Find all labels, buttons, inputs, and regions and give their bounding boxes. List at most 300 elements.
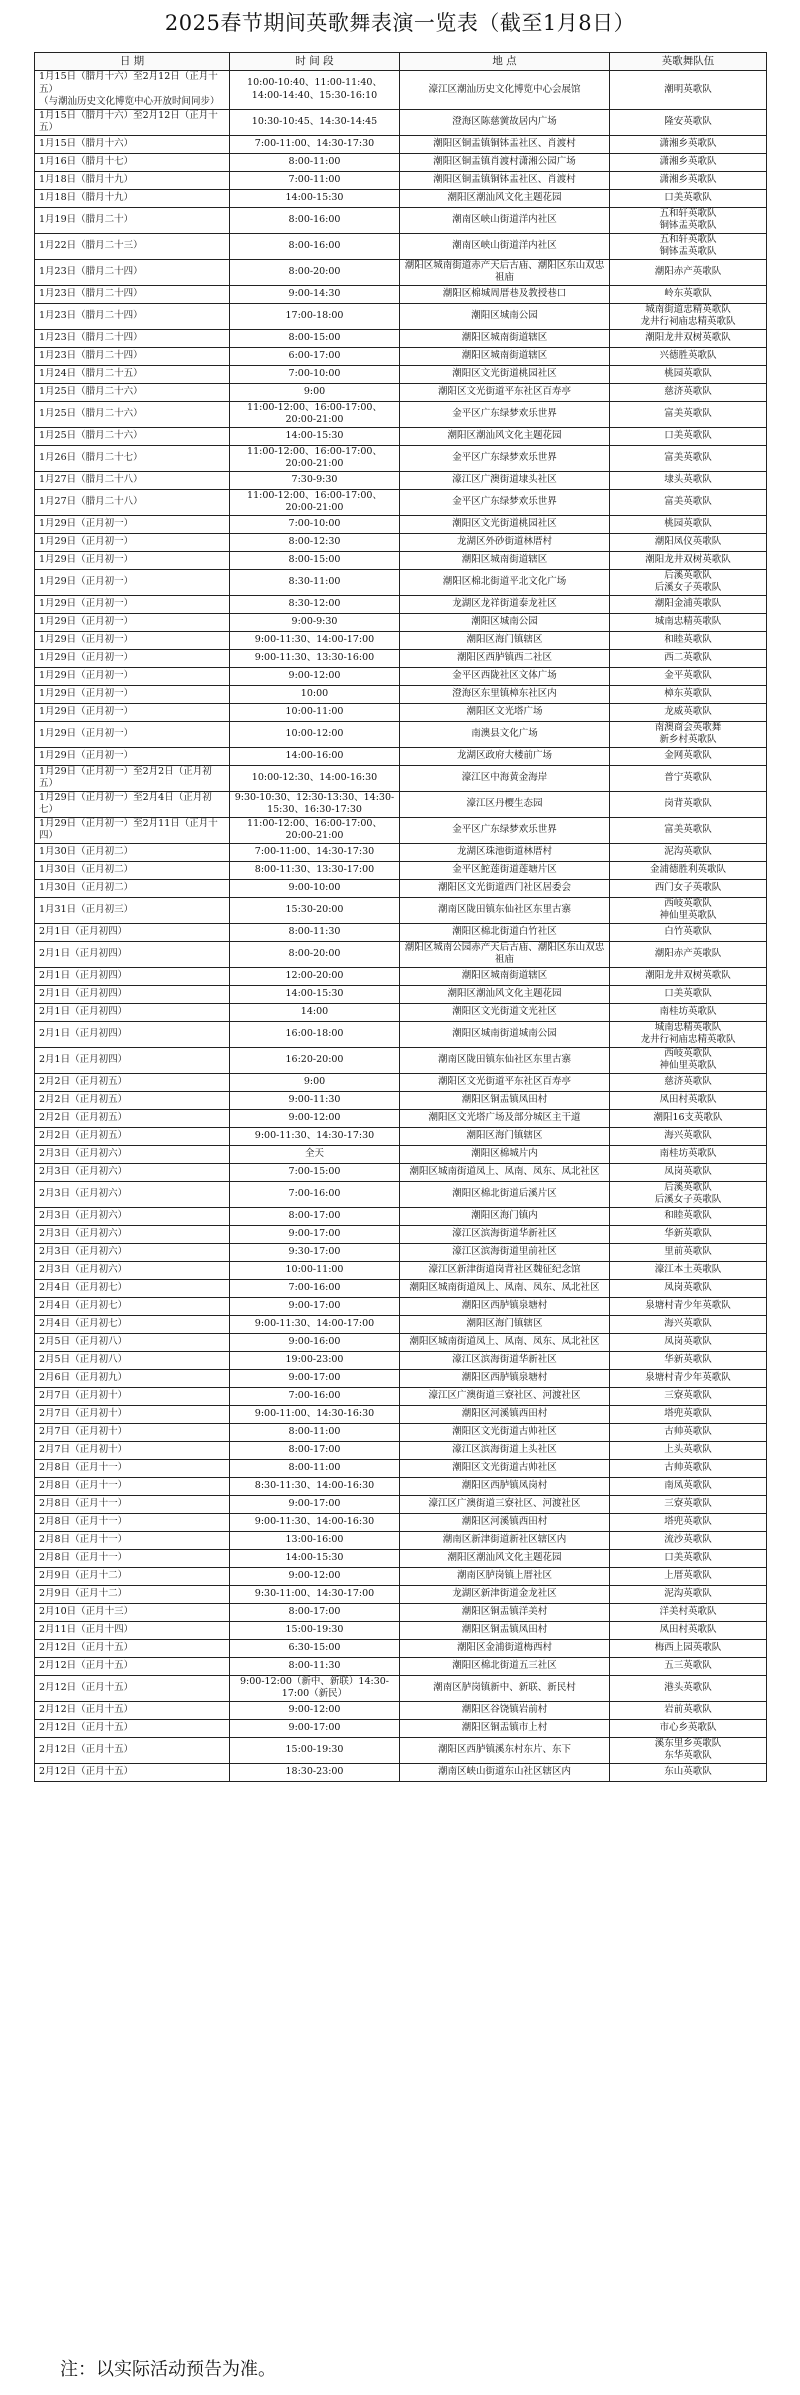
cell-team: 富美英歌队 bbox=[610, 445, 767, 471]
cell-team: 凤田村英歌队 bbox=[610, 1091, 767, 1109]
cell-time: 9:00-10:00 bbox=[230, 879, 400, 897]
cell-time: 9:00-11:30、14:00-17:00 bbox=[230, 631, 400, 649]
cell-time: 7:30-9:30 bbox=[230, 471, 400, 489]
cell-location: 潮阳区城南街道凤上、凤南、凤东、凤北社区 bbox=[400, 1333, 610, 1351]
table-row bbox=[35, 843, 767, 861]
table-row bbox=[35, 649, 767, 667]
cell-date: 2月10日（正月十三） bbox=[35, 1603, 230, 1621]
cell-location: 潮阳区城南街道赤产天后古庙、潮阳区东山双忠祖庙 bbox=[400, 259, 610, 285]
table-row bbox=[35, 1003, 767, 1021]
cell-location: 潮阳区城南街道辖区 bbox=[400, 329, 610, 347]
table-row bbox=[35, 765, 767, 791]
table-row bbox=[35, 329, 767, 347]
cell-time: 7:00-11:00 bbox=[230, 171, 400, 189]
cell-location: 潮南区峡山街道东山社区辖区内 bbox=[400, 1763, 610, 1781]
table-row bbox=[35, 595, 767, 613]
cell-date: 1月18日（腊月十九） bbox=[35, 189, 230, 207]
table-row bbox=[35, 1315, 767, 1333]
cell-team: 泥沟英歌队 bbox=[610, 1585, 767, 1603]
cell-location: 龙湖区龙祥街道泰龙社区 bbox=[400, 595, 610, 613]
cell-team: 潇湘乡英歌队 bbox=[610, 135, 767, 153]
cell-time: 8:00-11:30 bbox=[230, 923, 400, 941]
cell-date: 2月12日（正月十五） bbox=[35, 1701, 230, 1719]
cell-date: 1月29日（正月初一） bbox=[35, 721, 230, 747]
cell-team: 潮阳金浦英歌队 bbox=[610, 595, 767, 613]
cell-location: 濠江区中海黄金海岸 bbox=[400, 765, 610, 791]
cell-location: 潮阳区铜盂镇铜钵盂社区、肖渡村 bbox=[400, 171, 610, 189]
cell-time: 14:00-15:30 bbox=[230, 1549, 400, 1567]
header-time: 时 间 段 bbox=[230, 53, 400, 71]
cell-team: 富美英歌队 bbox=[610, 401, 767, 427]
cell-date: 2月4日（正月初七） bbox=[35, 1297, 230, 1315]
cell-location: 潮阳区城南公园 bbox=[400, 303, 610, 329]
cell-team: 泉塘村青少年英歌队 bbox=[610, 1297, 767, 1315]
cell-date: 2月4日（正月初七） bbox=[35, 1279, 230, 1297]
cell-team: 后溪英歌队 后溪女子英歌队 bbox=[610, 569, 767, 595]
cell-date: 1月26日（腊月二十七） bbox=[35, 445, 230, 471]
cell-location: 潮阳区城南街道辖区 bbox=[400, 551, 610, 569]
cell-time: 11:00-12:00、16:00-17:00、20:00-21:00 bbox=[230, 489, 400, 515]
table-row bbox=[35, 365, 767, 383]
cell-team: 潮阳龙井双树英歌队 bbox=[610, 967, 767, 985]
cell-date: 1月22日（腊月二十三） bbox=[35, 233, 230, 259]
table-row bbox=[35, 1021, 767, 1047]
cell-time: 11:00-12:00、16:00-17:00、20:00-21:00 bbox=[230, 445, 400, 471]
cell-location: 潮阳区西胪镇溪东村东片、东下 bbox=[400, 1737, 610, 1763]
cell-team: 和睦英歌队 bbox=[610, 1207, 767, 1225]
cell-team: 金网英歌队 bbox=[610, 747, 767, 765]
cell-time: 9:00-12:00 bbox=[230, 1567, 400, 1585]
cell-location: 潮阳区棉北街道白竹社区 bbox=[400, 923, 610, 941]
cell-time: 8:30-11:30、14:00-16:30 bbox=[230, 1477, 400, 1495]
cell-location: 潮阳区铜盂镇洋美村 bbox=[400, 1603, 610, 1621]
cell-date: 1月29日（正月初一） bbox=[35, 667, 230, 685]
cell-date: 2月5日（正月初八） bbox=[35, 1351, 230, 1369]
cell-date: 2月8日（正月十一） bbox=[35, 1549, 230, 1567]
cell-date: 2月11日（正月十四） bbox=[35, 1621, 230, 1639]
cell-time: 11:00-12:00、16:00-17:00、20:00-21:00 bbox=[230, 401, 400, 427]
cell-team: 潮阳龙井双树英歌队 bbox=[610, 329, 767, 347]
cell-team: 梅西上园英歌队 bbox=[610, 1639, 767, 1657]
cell-team: 口美英歌队 bbox=[610, 985, 767, 1003]
page-title: 2025春节期间英歌舞表演一览表（截至1月8日） bbox=[164, 11, 636, 35]
cell-team: 五和轩英歌队 铜钵盂英歌队 bbox=[610, 207, 767, 233]
cell-date: 1月29日（正月初一） bbox=[35, 613, 230, 631]
cell-team: 南澳商会英歌舞 新乡村英歌队 bbox=[610, 721, 767, 747]
cell-team: 金浦德胜利英歌队 bbox=[610, 861, 767, 879]
table-row bbox=[35, 1701, 767, 1719]
cell-date: 2月2日（正月初五） bbox=[35, 1109, 230, 1127]
cell-time: 8:00-12:30 bbox=[230, 533, 400, 551]
cell-time: 9:00-17:00 bbox=[230, 1369, 400, 1387]
table-row bbox=[35, 1127, 767, 1145]
table-row bbox=[35, 747, 767, 765]
cell-date: 2月3日（正月初六） bbox=[35, 1207, 230, 1225]
cell-date: 2月1日（正月初四） bbox=[35, 1003, 230, 1021]
cell-team: 城南忠精英歌队 bbox=[610, 613, 767, 631]
table-row bbox=[35, 207, 767, 233]
cell-date: 1月25日（腊月二十六） bbox=[35, 401, 230, 427]
table-row bbox=[35, 1719, 767, 1737]
cell-location: 金平区西陇社区文体广场 bbox=[400, 667, 610, 685]
cell-location: 濠江区滨海街道里前社区 bbox=[400, 1243, 610, 1261]
cell-date: 2月8日（正月十一） bbox=[35, 1459, 230, 1477]
cell-date: 1月29日（正月初一） bbox=[35, 649, 230, 667]
table-row bbox=[35, 303, 767, 329]
cell-date: 2月6日（正月初九） bbox=[35, 1369, 230, 1387]
table-body bbox=[35, 71, 767, 1782]
cell-time: 16:00-18:00 bbox=[230, 1021, 400, 1047]
cell-time: 9:00-12:00 bbox=[230, 1701, 400, 1719]
table-row bbox=[35, 1585, 767, 1603]
table-row bbox=[35, 1737, 767, 1763]
cell-team: 市心乡英歌队 bbox=[610, 1719, 767, 1737]
cell-location: 潮南区峡山街道洋内社区 bbox=[400, 207, 610, 233]
cell-location: 潮阳区城南公园赤产天后古庙、潮阳区东山双忠祖庙 bbox=[400, 941, 610, 967]
cell-location: 潮南区峡山街道洋内社区 bbox=[400, 233, 610, 259]
table-row bbox=[35, 189, 767, 207]
cell-location: 潮阳区文光塔广场 bbox=[400, 703, 610, 721]
table-row bbox=[35, 1109, 767, 1127]
cell-date: 1月27日（腊月二十八） bbox=[35, 471, 230, 489]
header-team: 英歌舞队伍 bbox=[610, 53, 767, 71]
cell-location: 金平区鮀莲街道莲塘片区 bbox=[400, 861, 610, 879]
cell-time: 7:00-16:00 bbox=[230, 1387, 400, 1405]
cell-date: 1月29日（正月初一） bbox=[35, 515, 230, 533]
table-row bbox=[35, 233, 767, 259]
cell-location: 澄海区东里镇樟东社区内 bbox=[400, 685, 610, 703]
table-row bbox=[35, 967, 767, 985]
cell-location: 潮阳区海门镇辖区 bbox=[400, 1315, 610, 1333]
cell-date: 2月2日（正月初五） bbox=[35, 1127, 230, 1145]
cell-team: 溪东里乡英歌队 东华英歌队 bbox=[610, 1737, 767, 1763]
cell-time: 8:00-17:00 bbox=[230, 1603, 400, 1621]
cell-location: 潮阳区西胪镇西二社区 bbox=[400, 649, 610, 667]
cell-date: 1月30日（正月初二） bbox=[35, 879, 230, 897]
cell-location: 潮阳区棉北街道后溪片区 bbox=[400, 1181, 610, 1207]
table-row bbox=[35, 1603, 767, 1621]
cell-time: 14:00 bbox=[230, 1003, 400, 1021]
cell-location: 龙湖区珠池街道林厝村 bbox=[400, 843, 610, 861]
table-row bbox=[35, 383, 767, 401]
cell-time: 10:00-12:00 bbox=[230, 721, 400, 747]
cell-time: 10:00-10:40、11:00-11:40、14:00-14:40、15:30-16:10 bbox=[230, 71, 400, 110]
cell-date: 2月7日（正月初十） bbox=[35, 1441, 230, 1459]
cell-time: 8:30-12:00 bbox=[230, 595, 400, 613]
table-row bbox=[35, 1225, 767, 1243]
cell-team: 潮明英歌队 bbox=[610, 71, 767, 110]
cell-location: 龙湖区新津街道金龙社区 bbox=[400, 1585, 610, 1603]
cell-time: 9:00-11:30、14:00-17:00 bbox=[230, 1315, 400, 1333]
cell-location: 潮阳区文光街道文光社区 bbox=[400, 1003, 610, 1021]
cell-date: 1月19日（腊月二十） bbox=[35, 207, 230, 233]
cell-team: 金平英歌队 bbox=[610, 667, 767, 685]
cell-time: 9:00-12:00 bbox=[230, 1109, 400, 1127]
table-row bbox=[35, 1675, 767, 1701]
cell-time: 9:00-16:00 bbox=[230, 1333, 400, 1351]
table-row bbox=[35, 259, 767, 285]
cell-time: 8:00-15:00 bbox=[230, 329, 400, 347]
table-row bbox=[35, 879, 767, 897]
cell-time: 6:00-17:00 bbox=[230, 347, 400, 365]
cell-team: 桃园英歌队 bbox=[610, 515, 767, 533]
cell-time: 9:00-17:00 bbox=[230, 1225, 400, 1243]
cell-time: 13:00-16:00 bbox=[230, 1531, 400, 1549]
cell-date: 2月2日（正月初五） bbox=[35, 1073, 230, 1091]
table-row bbox=[35, 1181, 767, 1207]
table-row bbox=[35, 791, 767, 817]
cell-time: 9:00-17:00 bbox=[230, 1495, 400, 1513]
cell-location: 濠江区丹樱生态园 bbox=[400, 791, 610, 817]
table-row bbox=[35, 1091, 767, 1109]
cell-location: 潮阳区西胪镇凤岗村 bbox=[400, 1477, 610, 1495]
cell-location: 潮阳区文光街道桃园社区 bbox=[400, 365, 610, 383]
cell-team: 隆安英歌队 bbox=[610, 109, 767, 135]
cell-time: 8:00-11:00 bbox=[230, 153, 400, 171]
cell-date: 2月12日（正月十五） bbox=[35, 1737, 230, 1763]
cell-time: 12:00-20:00 bbox=[230, 967, 400, 985]
cell-location: 潮阳区城南公园 bbox=[400, 613, 610, 631]
cell-team: 富美英歌队 bbox=[610, 817, 767, 843]
cell-date: 2月1日（正月初四） bbox=[35, 923, 230, 941]
cell-team: 口美英歌队 bbox=[610, 427, 767, 445]
cell-date: 2月1日（正月初四） bbox=[35, 1021, 230, 1047]
cell-location: 濠江区潮汕历史文化博览中心会展馆 bbox=[400, 71, 610, 110]
cell-location: 潮阳区城南街道城南公园 bbox=[400, 1021, 610, 1047]
cell-team: 普宁英歌队 bbox=[610, 765, 767, 791]
cell-time: 8:30-11:00 bbox=[230, 569, 400, 595]
table-row bbox=[35, 285, 767, 303]
cell-date: 2月12日（正月十五） bbox=[35, 1639, 230, 1657]
cell-team: 潮阳龙井双树英歌队 bbox=[610, 551, 767, 569]
cell-time: 8:00-11:00 bbox=[230, 1423, 400, 1441]
cell-team: 五三英歌队 bbox=[610, 1657, 767, 1675]
cell-date: 2月4日（正月初七） bbox=[35, 1315, 230, 1333]
cell-location: 金平区广东绿梦欢乐世界 bbox=[400, 445, 610, 471]
cell-time: 8:00-11:30 bbox=[230, 1657, 400, 1675]
cell-time: 14:00-15:30 bbox=[230, 189, 400, 207]
cell-location: 濠江区滨海街道华新社区 bbox=[400, 1351, 610, 1369]
cell-date: 1月16日（腊月十七） bbox=[35, 153, 230, 171]
cell-date: 2月5日（正月初八） bbox=[35, 1333, 230, 1351]
cell-time: 9:00-14:30 bbox=[230, 285, 400, 303]
cell-time: 8:00-20:00 bbox=[230, 941, 400, 967]
table-row bbox=[35, 71, 767, 110]
cell-date: 1月29日（正月初一）至2月11日（正月十四） bbox=[35, 817, 230, 843]
cell-date: 1月27日（腊月二十八） bbox=[35, 489, 230, 515]
cell-time: 9:00-12:00（新中、新联）14:30-17:00（新民） bbox=[230, 1675, 400, 1701]
table-row bbox=[35, 1549, 767, 1567]
cell-date: 1月23日（腊月二十四） bbox=[35, 259, 230, 285]
cell-date: 1月29日（正月初一）至2月2日（正月初五） bbox=[35, 765, 230, 791]
table-row bbox=[35, 153, 767, 171]
cell-location: 潮阳区铜盂镇凤田村 bbox=[400, 1621, 610, 1639]
cell-location: 潮阳区河溪镇西田村 bbox=[400, 1405, 610, 1423]
cell-time: 8:00-11:00 bbox=[230, 1459, 400, 1477]
cell-location: 潮阳区海门镇辖区 bbox=[400, 1127, 610, 1145]
cell-date: 2月8日（正月十一） bbox=[35, 1531, 230, 1549]
cell-team: 潮阳赤产英歌队 bbox=[610, 941, 767, 967]
cell-location: 澄海区陈慈黉故居内广场 bbox=[400, 109, 610, 135]
cell-location: 潮阳区棉城片内 bbox=[400, 1145, 610, 1163]
cell-team: 和睦英歌队 bbox=[610, 631, 767, 649]
cell-team: 五和轩英歌队 铜钵盂英歌队 bbox=[610, 233, 767, 259]
cell-team: 南桂坊英歌队 bbox=[610, 1003, 767, 1021]
cell-time: 全天 bbox=[230, 1145, 400, 1163]
cell-location: 潮阳区文光街道西门社区居委会 bbox=[400, 879, 610, 897]
cell-time: 8:00-17:00 bbox=[230, 1207, 400, 1225]
cell-team: 洋美村英歌队 bbox=[610, 1603, 767, 1621]
table-row bbox=[35, 1387, 767, 1405]
cell-location: 潮阳区文光街道古帅社区 bbox=[400, 1423, 610, 1441]
cell-time: 14:00-16:00 bbox=[230, 747, 400, 765]
cell-location: 濠江区滨海街道华新社区 bbox=[400, 1225, 610, 1243]
cell-date: 2月7日（正月初十） bbox=[35, 1423, 230, 1441]
cell-date: 1月29日（正月初一） bbox=[35, 595, 230, 613]
cell-time: 17:00-18:00 bbox=[230, 303, 400, 329]
cell-team: 东山英歌队 bbox=[610, 1763, 767, 1781]
cell-time: 9:00-17:00 bbox=[230, 1297, 400, 1315]
table-header-row bbox=[35, 53, 767, 71]
cell-team: 古帅英歌队 bbox=[610, 1459, 767, 1477]
cell-date: 1月24日（腊月二十五） bbox=[35, 365, 230, 383]
cell-team: 慈济英歌队 bbox=[610, 1073, 767, 1091]
table-row bbox=[35, 817, 767, 843]
cell-team: 凤岗英歌队 bbox=[610, 1163, 767, 1181]
table-row bbox=[35, 1261, 767, 1279]
cell-time: 10:30-10:45、14:30-14:45 bbox=[230, 109, 400, 135]
cell-time: 9:00-11:30 bbox=[230, 1091, 400, 1109]
table-row bbox=[35, 1279, 767, 1297]
cell-time: 15:00-19:30 bbox=[230, 1737, 400, 1763]
table-row bbox=[35, 1621, 767, 1639]
cell-location: 潮阳区文光街道古帅社区 bbox=[400, 1459, 610, 1477]
table-row bbox=[35, 1145, 767, 1163]
cell-location: 潮阳区金浦街道梅西村 bbox=[400, 1639, 610, 1657]
table-row bbox=[35, 703, 767, 721]
cell-team: 岩前英歌队 bbox=[610, 1701, 767, 1719]
cell-time: 9:00-11:00、14:30-16:30 bbox=[230, 1405, 400, 1423]
table-row bbox=[35, 1567, 767, 1585]
cell-location: 潮阳区潮汕风文化主题花园 bbox=[400, 1549, 610, 1567]
cell-team: 岭东英歌队 bbox=[610, 285, 767, 303]
table-row bbox=[35, 1073, 767, 1091]
cell-date: 2月12日（正月十五） bbox=[35, 1719, 230, 1737]
cell-location: 龙湖区外砂街道林厝村 bbox=[400, 533, 610, 551]
cell-location: 潮阳区铜盂镇市上村 bbox=[400, 1719, 610, 1737]
cell-time: 9:00-9:30 bbox=[230, 613, 400, 631]
cell-date: 2月3日（正月初六） bbox=[35, 1181, 230, 1207]
cell-location: 潮阳区文光街道桃园社区 bbox=[400, 515, 610, 533]
schedule-table bbox=[34, 52, 767, 1782]
cell-team: 潮阳凤仪英歌队 bbox=[610, 533, 767, 551]
cell-team: 潮阳16支英歌队 bbox=[610, 1109, 767, 1127]
header-date: 日 期 bbox=[35, 53, 230, 71]
cell-location: 潮阳区城南街道辖区 bbox=[400, 967, 610, 985]
table-row bbox=[35, 985, 767, 1003]
table-row bbox=[35, 1423, 767, 1441]
table-row bbox=[35, 1459, 767, 1477]
table-row bbox=[35, 427, 767, 445]
table-row bbox=[35, 1243, 767, 1261]
cell-date: 2月7日（正月初十） bbox=[35, 1405, 230, 1423]
table-row bbox=[35, 667, 767, 685]
table-row bbox=[35, 861, 767, 879]
cell-date: 1月30日（正月初二） bbox=[35, 843, 230, 861]
cell-team: 樟东英歌队 bbox=[610, 685, 767, 703]
cell-time: 9:00 bbox=[230, 1073, 400, 1091]
table-row bbox=[35, 515, 767, 533]
cell-date: 2月3日（正月初六） bbox=[35, 1145, 230, 1163]
cell-location: 濠江区广澳街道三寮社区、河渡社区 bbox=[400, 1387, 610, 1405]
cell-team: 潇湘乡英歌队 bbox=[610, 153, 767, 171]
cell-date: 1月29日（正月初一） bbox=[35, 747, 230, 765]
cell-time: 15:30-20:00 bbox=[230, 897, 400, 923]
cell-date: 1月23日（腊月二十四） bbox=[35, 329, 230, 347]
table-row bbox=[35, 1405, 767, 1423]
cell-team: 古帅英歌队 bbox=[610, 1423, 767, 1441]
cell-team: 潇湘乡英歌队 bbox=[610, 171, 767, 189]
cell-date: 2月9日（正月十二） bbox=[35, 1585, 230, 1603]
table-row bbox=[35, 489, 767, 515]
cell-date: 2月3日（正月初六） bbox=[35, 1225, 230, 1243]
cell-location: 潮南区陇田镇东仙社区东里古寨 bbox=[400, 1047, 610, 1073]
cell-date: 1月29日（正月初一） bbox=[35, 569, 230, 595]
cell-date: 2月12日（正月十五） bbox=[35, 1675, 230, 1701]
cell-location: 潮阳区铜盂镇铜钵盂社区、肖渡村 bbox=[400, 135, 610, 153]
cell-date: 1月29日（正月初一） bbox=[35, 703, 230, 721]
cell-date: 2月2日（正月初五） bbox=[35, 1091, 230, 1109]
cell-team: 岗背英歌队 bbox=[610, 791, 767, 817]
cell-team: 西岐英歌队 神仙里英歌队 bbox=[610, 897, 767, 923]
table-row bbox=[35, 1047, 767, 1073]
cell-time: 7:00-16:00 bbox=[230, 1181, 400, 1207]
cell-location: 潮阳区棉北街道平北文化广场 bbox=[400, 569, 610, 595]
cell-team: 泉塘村青少年英歌队 bbox=[610, 1369, 767, 1387]
cell-team: 慈济英歌队 bbox=[610, 383, 767, 401]
cell-time: 10:00-12:30、14:00-16:30 bbox=[230, 765, 400, 791]
table-row bbox=[35, 1531, 767, 1549]
table-row bbox=[35, 897, 767, 923]
cell-date: 1月18日（腊月十九） bbox=[35, 171, 230, 189]
cell-location: 潮阳区海门镇辖区 bbox=[400, 631, 610, 649]
cell-team: 塔兜英歌队 bbox=[610, 1513, 767, 1531]
cell-time: 15:00-19:30 bbox=[230, 1621, 400, 1639]
table-row bbox=[35, 1297, 767, 1315]
cell-time: 14:00-15:30 bbox=[230, 985, 400, 1003]
cell-time: 9:00-11:30、13:30-16:00 bbox=[230, 649, 400, 667]
cell-location: 潮阳区潮汕风文化主题花园 bbox=[400, 189, 610, 207]
cell-team: 城南街道忠精英歌队 龙井行祠庙忠精英歌队 bbox=[610, 303, 767, 329]
cell-date: 1月15日（腊月十六）至2月12日（正月十五） （与潮汕历史文化博览中心开放时间同步） bbox=[35, 71, 230, 110]
cell-time: 9:00-17:00 bbox=[230, 1719, 400, 1737]
cell-location: 龙湖区政府大楼前广场 bbox=[400, 747, 610, 765]
cell-location: 潮阳区西胪镇泉塘村 bbox=[400, 1297, 610, 1315]
cell-date: 1月15日（腊月十六） bbox=[35, 135, 230, 153]
cell-team: 西二英歌队 bbox=[610, 649, 767, 667]
cell-team: 白竹英歌队 bbox=[610, 923, 767, 941]
cell-time: 7:00-10:00 bbox=[230, 365, 400, 383]
cell-team: 濠江本土英歌队 bbox=[610, 1261, 767, 1279]
cell-team: 里前英歌队 bbox=[610, 1243, 767, 1261]
table-row bbox=[35, 1369, 767, 1387]
cell-time: 9:00 bbox=[230, 383, 400, 401]
cell-time: 14:00-15:30 bbox=[230, 427, 400, 445]
table-row bbox=[35, 1207, 767, 1225]
cell-date: 1月29日（正月初一）至2月4日（正月初七） bbox=[35, 791, 230, 817]
cell-team: 后溪英歌队 后溪女子英歌队 bbox=[610, 1181, 767, 1207]
cell-location: 潮南区新津街道新社区辖区内 bbox=[400, 1531, 610, 1549]
